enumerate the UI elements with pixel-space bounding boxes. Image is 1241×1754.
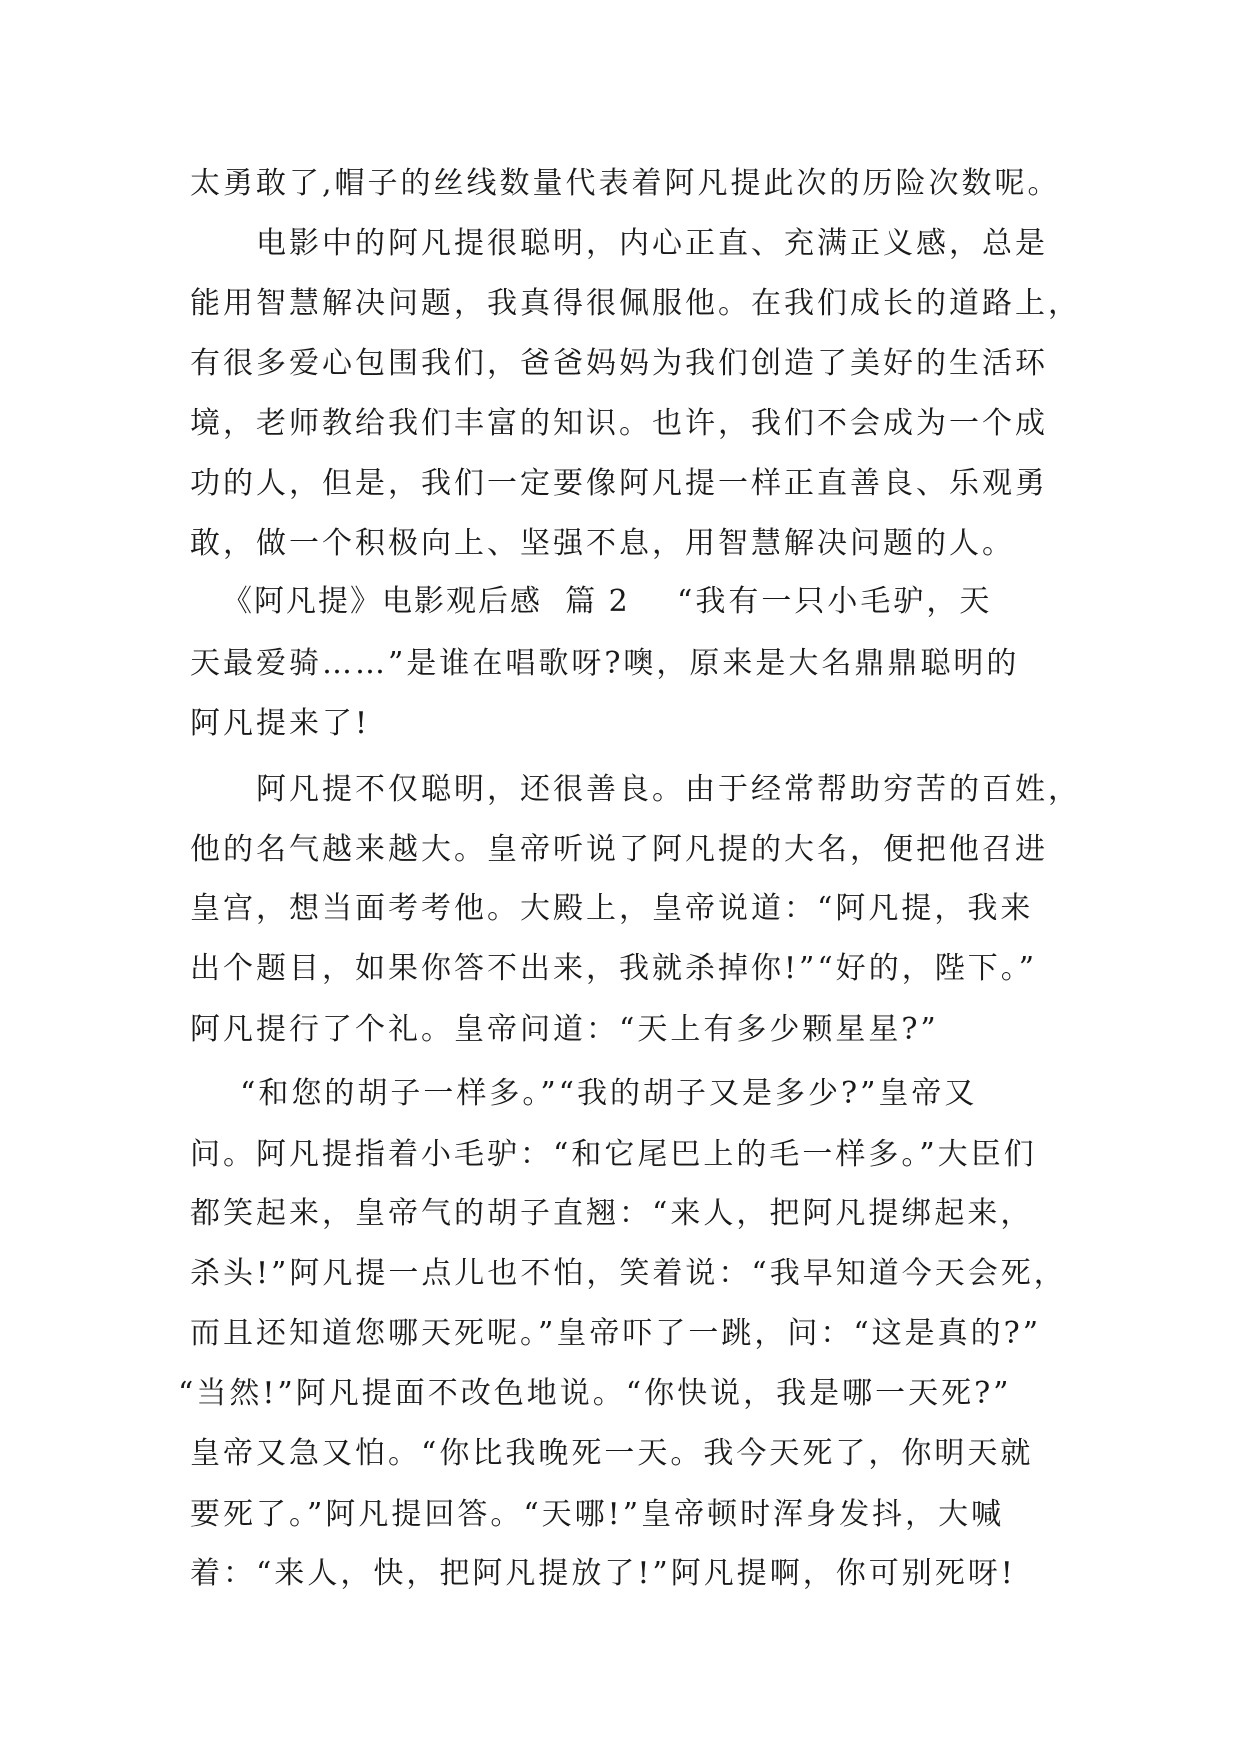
text-line: 功的人，但是，我们一定要像阿凡提一样正直善良、乐观勇 — [190, 466, 1048, 501]
text-line: 都笑起来，皇帝气的胡子直翘：“来人，把阿凡提绑起来， — [190, 1196, 1034, 1231]
paragraph-first-line: “我有一只小毛驴，天 — [677, 584, 993, 619]
text-line: 有很多爱心包围我们，爸爸妈妈为我们创造了美好的生活环 — [190, 346, 1048, 381]
text-line: 阿凡提行了个礼。皇帝问道：“天上有多少颗星星?” — [190, 1012, 939, 1047]
text-line: 太勇敢了,帽子的丝线数量代表着阿凡提此次的历险次数呢。 — [190, 166, 1061, 201]
text-line: 皇宫，想当面考考他。大殿上，皇帝说道：“阿凡提，我来 — [190, 891, 1034, 926]
text-line: 而且还知道您哪天死呢。”皇帝吓了一跳，问：“这是真的?” — [190, 1316, 1042, 1351]
text-line: 要死了。”阿凡提回答。“天哪!”皇帝顿时浑身发抖，大喊 — [190, 1497, 1005, 1532]
text-line: 境，老师教给我们丰富的知识。也许，我们不会成为一个成 — [190, 406, 1048, 441]
text-line: 问。阿凡提指着小毛驴：“和它尾巴上的毛一样多。”大臣们 — [190, 1137, 1037, 1172]
text-line: 能用智慧解决问题，我真得很佩服他。在我们成长的道路上， — [190, 286, 1081, 321]
text-line: 杀头!”阿凡提一点儿也不怕，笑着说：“我早知道今天会死， — [190, 1256, 1067, 1291]
section-heading: 《阿凡提》电影观后感 篇 2 — [222, 584, 630, 619]
text-line: 皇帝又急又怕。“你比我晚死一天。我今天死了，你明天就 — [190, 1436, 1034, 1471]
text-line: 天最爱骑……”是谁在唱歌呀?噢，原来是大名鼎鼎聪明的 — [190, 646, 1020, 681]
paragraph-first-line: 电影中的阿凡提很聪明，内心正直、充满正义感，总是 — [256, 226, 1048, 261]
text-line: 敢，做一个积极向上、坚强不息，用智慧解决问题的人。 — [190, 526, 1015, 561]
paragraph-first-line: “和您的胡子一样多。”“我的胡子又是多少?”皇帝又 — [240, 1076, 978, 1111]
text-line: 出个题目，如果你答不出来，我就杀掉你!”“好的，陛下。” — [190, 951, 1038, 986]
text-line: 阿凡提来了! — [190, 706, 371, 741]
paragraph-first-line: 阿凡提不仅聪明，还很善良。由于经常帮助穷苦的百姓， — [256, 772, 1081, 807]
text-line: “当然!”阿凡提面不改色地说。“你快说，我是哪一天死?” — [178, 1376, 1012, 1411]
text-line: 着：“来人，快，把阿凡提放了!”阿凡提啊，你可别死呀! — [190, 1556, 1016, 1591]
text-line: 他的名气越来越大。皇帝听说了阿凡提的大名，便把他召进 — [190, 832, 1048, 867]
